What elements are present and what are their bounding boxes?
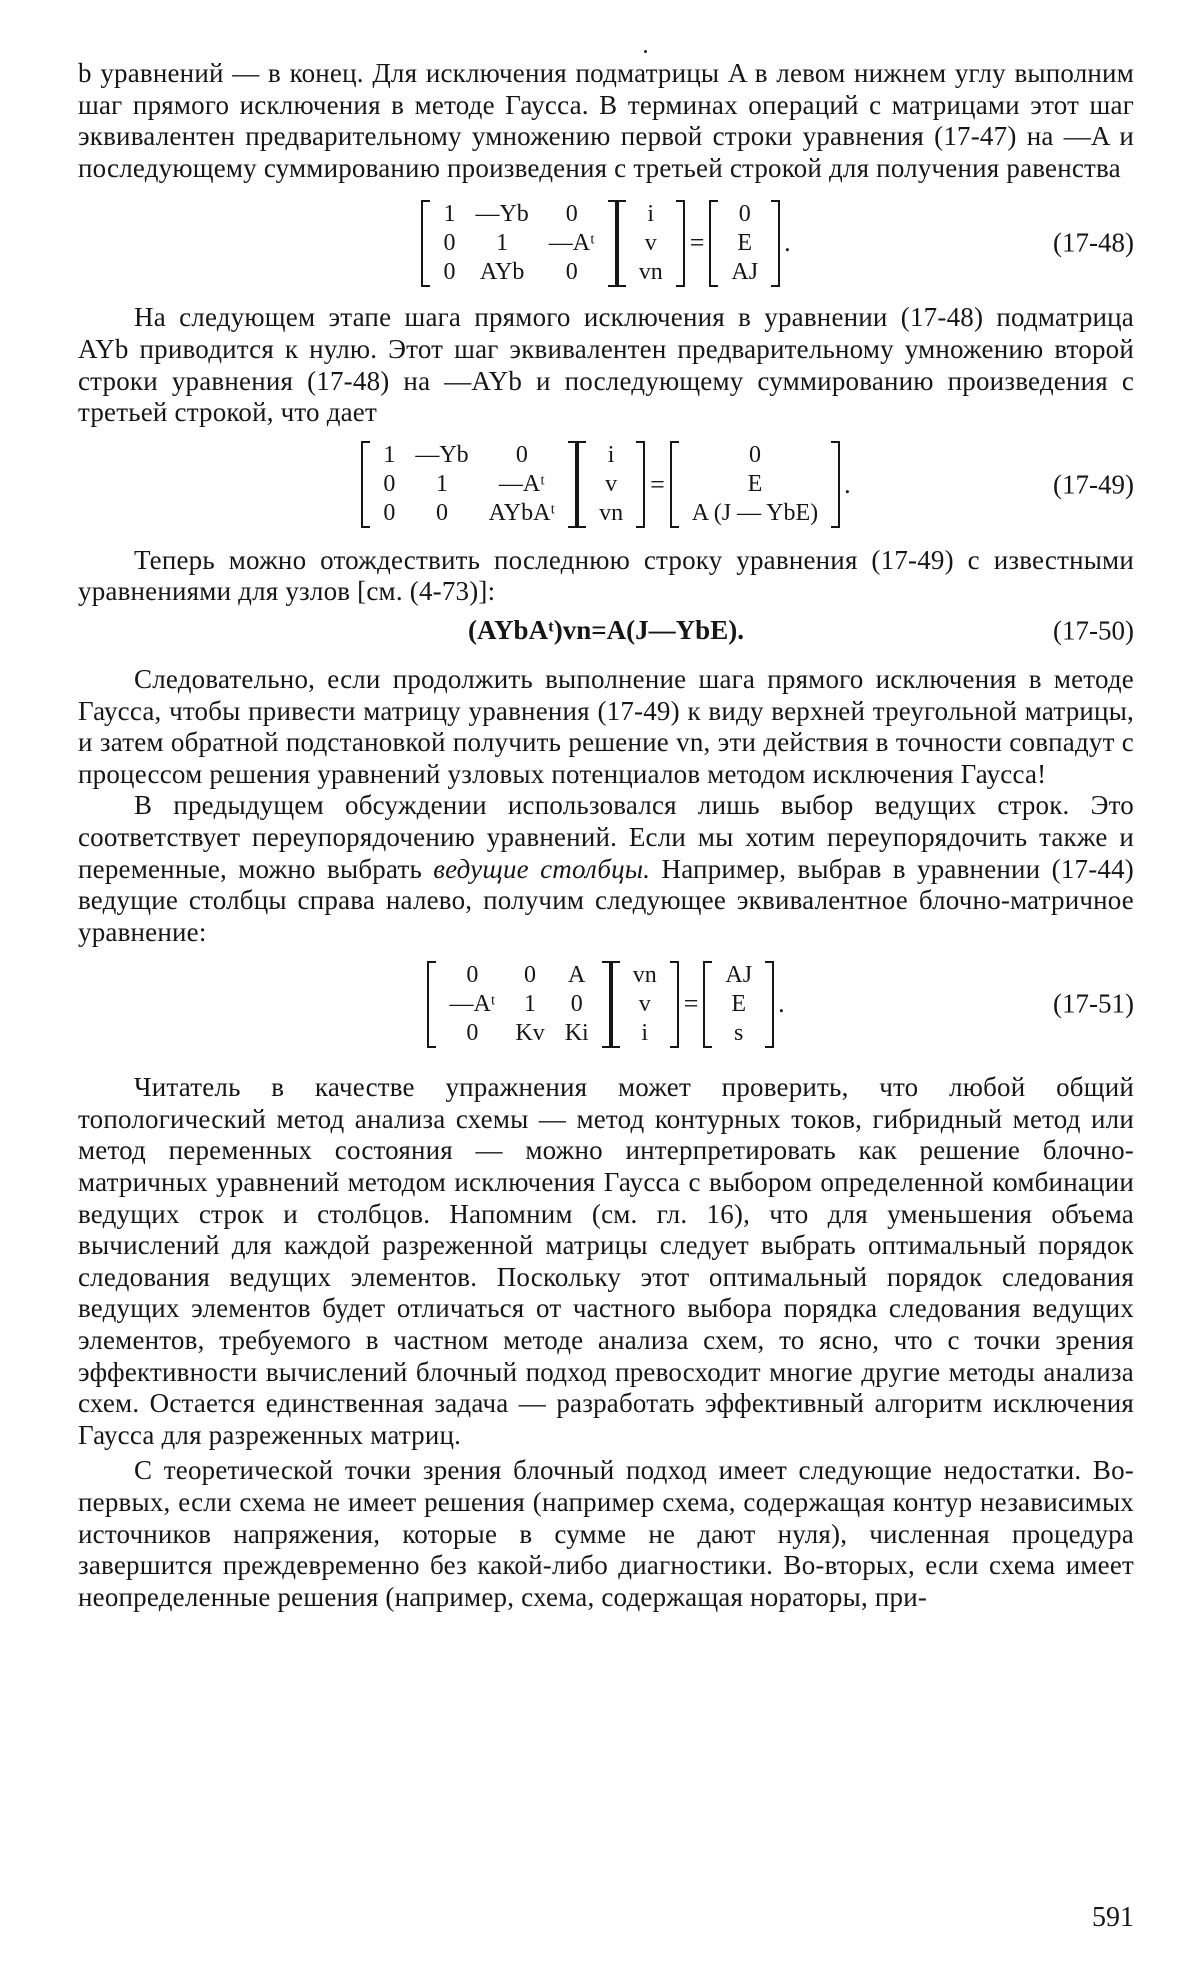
matrix-cell: E (737, 229, 753, 256)
paragraph-2: На следующем этапе шага прямого исключения в уравнении (17-48) подматрица AYb приводится к нулю. Этот шаг эквивалентен предварительному умножению второй строки уравнения (17-48) на —AYb и последующему суммированию произведения с третьей строкой, что дает (78, 302, 1134, 428)
matrix-cell: v (605, 471, 618, 498)
equation-number: (17-48) (1053, 227, 1134, 258)
matrix-cell: 0 (570, 990, 583, 1017)
matrix-cell: i (647, 200, 655, 227)
matrix-cell: 0 (565, 258, 578, 285)
matrix-cell: E (731, 990, 747, 1017)
matrix-cell: 0 (515, 442, 528, 469)
rhs-vector (709, 200, 780, 287)
paragraph-6: Читатель в качестве упражнения может проверить, что любой общий топологический метод анализа схемы — метод контурных токов, гибридный метод или метод переменных состояния — можно интерпретировать как решение блочно-матричных уравнений методом исключения Гаусса с выбором определенной комбинации ведущих строк и столбцов. Напомним (см. гл. 16), что для уменьшения объема вычислений для каждой разреженной матрицы следует выбрать оптимальный порядок следования ведущих элементов. Поскольку этот оптимальный порядок следования ведущих элементов будет отличаться от частного выбора порядка следования ведущих элементов, требуемого в частном методе анализа схем, то ясно, что с точки зрения эффективности вычислений блочный подход превосходит многие другие методы анализа схем. Остается единственная задача — разработать эффективный алгоритм исключения Гаусса для разреженных матриц. (78, 1072, 1134, 1450)
matrix-cell: v (638, 990, 651, 1017)
unknown-vector (577, 441, 645, 528)
matrix-cell: A (J — YbE) (691, 500, 819, 527)
matrix-cell: AYbAᵗ (488, 500, 556, 527)
scan-speck (644, 50, 647, 53)
paragraph-5-text-b: Например, выбрав в уравнении (17-44) ведущие столбцы справа налево, получим следующее эквивалентное блочно-матричное уравнение: (78, 853, 1134, 947)
paragraph-1: b уравнений — в конец. Для исключения подматрицы A в левом нижнем углу выполним шаг прямого исключения в методе Гаусса. В терминах операций с матрицами этот шаг эквивалентен предварительному умножению первой строки уравнения (17-47) на —A и последующему суммированию произведения с третьей строкой для получения равенства (78, 58, 1134, 183)
matrix-cell: —Yb (415, 442, 469, 469)
page-number: 591 (1092, 1902, 1134, 1933)
matrix-cell: v (644, 229, 657, 256)
matrix-cell: 1 (496, 229, 509, 256)
equation-number: (17-49) (1053, 469, 1134, 500)
matrix-cell: —Aᵗ (548, 229, 595, 256)
matrix-cell: 0 (466, 1019, 479, 1046)
equation-17-51 (78, 952, 1134, 1056)
matrix-cell: —Aᵗ (498, 471, 545, 498)
matrix-cell: A (568, 961, 586, 988)
equation-17-49 (78, 433, 1134, 537)
matrix-cell: AJ (725, 961, 753, 988)
matrix-cell: AYb (479, 258, 525, 285)
matrix-cell: i (641, 1019, 649, 1046)
matrix-cell: 0 (383, 471, 396, 498)
equation-number: (17-51) (1053, 988, 1134, 1019)
matrix-cell: 0 (436, 500, 448, 527)
page-body (78, 58, 1134, 1613)
paragraph-5-text-a: В предыдущем обсуждении использовался лишь выбор ведущих строк. Это соответствует переупорядочению уравнений. Если мы хотим переупорядочить также и переменные, можно выбрать (78, 790, 1134, 884)
equation-period: . (784, 228, 791, 258)
rhs-vector (703, 961, 774, 1048)
matrix-cell: AJ (731, 258, 759, 285)
matrix-cell: 0 (443, 229, 456, 256)
matrix-cell: 0 (443, 258, 456, 285)
matrix-cell: Ki (564, 1019, 589, 1046)
equation-17-50 (78, 608, 1134, 654)
equals-sign: = (689, 228, 705, 258)
matrix-cell: 1 (383, 442, 396, 469)
matrix-cell: —Yb (475, 200, 529, 227)
coefficient-matrix (421, 200, 616, 287)
matrix-cell: 0 (738, 200, 751, 227)
matrix-cell: vn (599, 500, 624, 527)
matrix-cell: 0 (383, 500, 396, 527)
paragraph-3: Теперь можно отождествить последнюю строку уравнения (17-49) с известными уравнениями для узлов [см. (4-73)]: (78, 544, 1134, 607)
coefficient-matrix (427, 961, 610, 1048)
coefficient-matrix (361, 441, 577, 528)
paragraph-5 (78, 790, 1134, 948)
unknown-vector (611, 961, 679, 1048)
equals-sign: = (683, 989, 699, 1019)
matrix-cell: 0 (466, 961, 479, 988)
matrix-cell: E (747, 471, 763, 498)
matrix-cell: 1 (524, 990, 537, 1017)
matrix-cell: —Aᵗ (449, 990, 496, 1017)
equals-sign: = (650, 469, 665, 499)
block-matrix-equation (427, 961, 784, 1048)
equation-17-48 (78, 192, 1134, 294)
matrix-cell: 1 (436, 471, 448, 498)
matrix-cell: s (734, 1019, 744, 1046)
matrix-cell: 0 (524, 961, 537, 988)
unknown-vector (617, 200, 685, 287)
paragraph-4: Следовательно, если продолжить выполнение шага прямого исключения в методе Гаусса, чтобы привести матрицу уравнения (17-49) к виду верхней треугольной матрицы, и затем обратной подстановкой получить решение vn, эти действия в точности совпадут с процессом решения уравнений узловых потенциалов методом исключения Гаусса! (78, 663, 1134, 789)
equation-period: . (844, 469, 851, 499)
matrix-cell: 0 (565, 200, 578, 227)
equation-period: . (778, 989, 785, 1019)
matrix-cell: i (607, 442, 615, 469)
matrix-cell: 1 (443, 200, 456, 227)
equation-formula: (AYbAᵗ)vn=A(J—YbE). (468, 615, 744, 646)
block-matrix-equation (361, 441, 850, 528)
block-matrix-equation (421, 200, 790, 287)
matrix-cell: vn (632, 961, 657, 988)
rhs-vector (670, 441, 840, 528)
paragraph-5-emphasis: ведущие столбцы. (433, 853, 651, 884)
paragraph-7: С теоретической точки зрения блочный подход имеет следующие недостатки. Во-первых, если схема не имеет решения (например схема, содержащая контур независимых источников напряжения, которые в сумме не дают нуля), численная процедура завершится преждевременно без какой-либо диагностики. Во-вторых, если схема имеет неопределенные решения (например, схема, содержащая нораторы, при- (78, 1455, 1134, 1612)
matrix-cell: vn (638, 258, 663, 285)
matrix-cell: 0 (748, 442, 761, 469)
matrix-cell: Kv (515, 1019, 545, 1046)
equation-number: (17-50) (1053, 615, 1134, 646)
